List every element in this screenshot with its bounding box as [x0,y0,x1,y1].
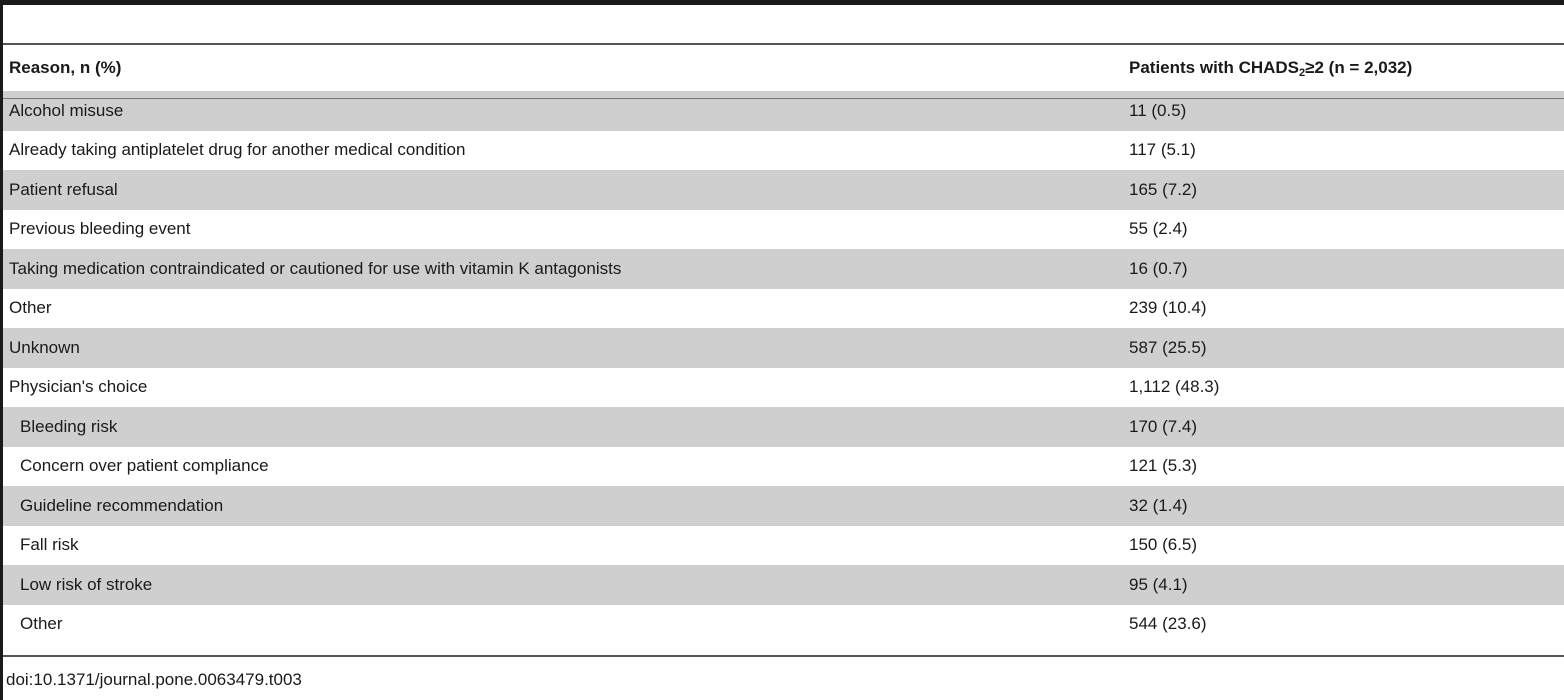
reasons-table [3,56,1564,644]
row-value: 95 (4.1) [1129,574,1188,594]
row-value: 121 (5.3) [1129,456,1198,476]
doi-footer: doi:10.1371/journal.pone.0063479.t003 [6,670,302,689]
header-reason: Reason, n (%) [9,58,122,77]
row-value: 16 (0.7) [1129,258,1188,278]
table-header-row [3,56,1564,91]
header-patients-sub: 2 [1299,67,1306,79]
row-value: 165 (7.2) [1129,179,1198,199]
table-row [3,249,1564,289]
row-value: 544 (23.6) [1129,614,1207,634]
row-value: 11 (0.5) [1129,100,1187,120]
top-rule [0,0,1564,5]
table-row [3,447,1564,487]
row-value: 1,112 (48.3) [1129,377,1220,397]
header-bottom-rule [3,98,1564,99]
header-patients-prefix: Patients with CHADS [1129,58,1300,77]
row-reason: Alcohol misuse [9,100,124,120]
header-patients [1129,58,1412,79]
row-value: 117 (5.1) [1129,140,1196,160]
row-reason: Patient refusal [9,179,118,199]
row-reason: Fall risk [20,535,79,555]
table-row [3,91,1564,131]
row-reason: Unknown [9,337,80,357]
row-reason: Previous bleeding event [9,219,191,239]
row-reason: Guideline recommendation [20,495,224,515]
table-row [3,605,1564,645]
row-reason: Physician's choice [9,377,148,397]
table-row [3,486,1564,526]
row-value: 150 (6.5) [1129,535,1198,555]
row-reason: Other [9,298,52,318]
table-row [3,565,1564,605]
row-reason: Low risk of stroke [20,574,153,594]
table-row [3,407,1564,447]
table-row [3,368,1564,408]
row-value: 170 (7.4) [1129,416,1198,436]
table-row [3,170,1564,210]
row-reason: Taking medication contraindicated or cautioned for use with vitamin K antagonists [9,258,622,278]
table-row [3,131,1564,171]
header-top-rule [3,43,1564,45]
table-row [3,526,1564,566]
row-value: 587 (25.5) [1129,337,1207,357]
row-reason: Already taking antiplatelet drug for another medical condition [9,140,466,160]
row-value: 32 (1.4) [1129,495,1188,515]
table-bottom-rule [3,655,1564,657]
header-patients-suffix: ≥2 (n = 2,032) [1305,58,1413,77]
table-row [3,210,1564,250]
table-row [3,289,1564,329]
row-value: 55 (2.4) [1129,219,1188,239]
table-body [3,91,1564,644]
table-row [3,328,1564,368]
row-reason: Concern over patient compliance [20,456,269,476]
row-reason: Other [20,614,63,634]
row-reason: Bleeding risk [20,416,118,436]
row-value: 239 (10.4) [1129,298,1207,318]
